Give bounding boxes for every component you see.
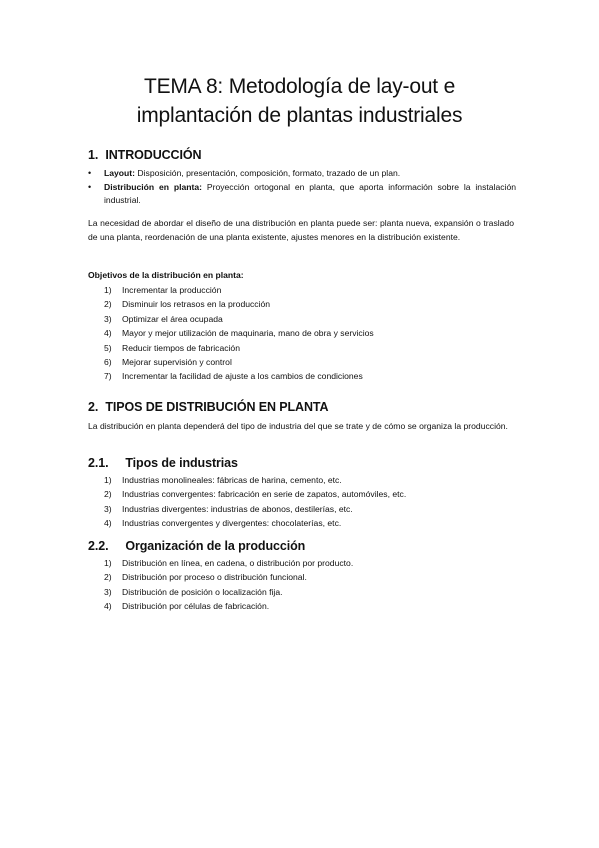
bullet-icon: • <box>88 168 92 178</box>
list-item: 4) Mayor y mejor utilización de maquinaria, mano de obra y servicios <box>104 328 374 339</box>
list-item: 3) Optimizar el área ocupada <box>104 313 223 324</box>
intro-paragraph: La necesidad de abordar el diseño de una distribución en planta puede ser: planta nueva, expansión o traslado de una planta, reordenación de una planta existente, ajustes menores en la distribución existente. <box>88 218 514 242</box>
section-2-heading <box>88 400 328 414</box>
title-line-1: TEMA 8: Metodología de lay-out e <box>143 75 456 98</box>
section-2-number: 2. <box>88 400 99 414</box>
section-1-number: 1. <box>88 148 99 162</box>
title-line-2: implantación de plantas industriales <box>136 104 463 127</box>
subsection-2-1-number: 2.1. <box>88 456 109 470</box>
subsection-2-1-title: Tipos de industrias <box>125 456 238 470</box>
subsection-2-2-heading <box>88 539 305 553</box>
section-2-title: TIPOS DE DISTRIBUCIÓN EN PLANTA <box>105 400 329 414</box>
bullet-icon: • <box>88 181 92 192</box>
list-item: 2) Distribución por proceso o distribución funcional. <box>104 572 307 583</box>
list-item: 4) Industrias convergentes y divergentes: chocolaterías, etc. <box>104 518 342 529</box>
list-item: 6) Mejorar supervisión y control <box>104 357 232 368</box>
list-item: 1) Distribución en línea, en cadena, o distribución por producto. <box>104 558 354 568</box>
list-item: 7) Incrementar la facilidad de ajuste a los cambios de condiciones <box>104 371 363 382</box>
subsection-2-2-number: 2.2. <box>88 539 109 553</box>
subsection-2-1-heading <box>88 456 238 470</box>
objectives-list <box>104 283 374 384</box>
definition-item <box>88 167 516 181</box>
section-1-heading <box>88 148 201 162</box>
list-item: 4) Distribución por células de fabricación. <box>104 601 270 612</box>
list-item: 1) Incrementar la producción <box>104 285 222 295</box>
objectives-title: Objetivos de la distribución en planta: <box>88 270 244 280</box>
production-organization-list <box>104 556 353 614</box>
definition-term: Layout: <box>104 168 136 178</box>
definitions-list <box>88 167 516 208</box>
list-item: 3) Distribución de posición o localización fija. <box>104 586 283 597</box>
list-item: 5) Reducir tiempos de fabricación <box>104 342 240 353</box>
list-item: 2) Industrias convergentes: fabricación en serie de zapatos, automóviles, etc. <box>104 489 407 500</box>
list-item: 3) Industrias divergentes: industrias de abonos, destilerías, etc. <box>104 503 353 514</box>
definition-term: Distribución en planta: <box>104 181 203 192</box>
section-1-title: INTRODUCCIÓN <box>105 148 202 162</box>
definition-text: Disposición, presentación, composición, formato, trazado de un plan. <box>135 168 401 178</box>
section-2-paragraph: La distribución en planta dependerá del tipo de industria del que se trate y de cómo se organiza la producción. <box>88 421 508 431</box>
document-title <box>60 72 539 130</box>
list-item: 1) Industrias monolineales: fábricas de harina, cemento, etc. <box>104 475 342 485</box>
industry-types-list <box>104 473 406 531</box>
definition-item <box>88 181 516 208</box>
list-item: 2) Disminuir los retrasos en la producción <box>104 299 271 310</box>
definition-text: Proyección ortogonal en planta, que aporta información sobre la instalación industrial. <box>104 181 516 206</box>
subsection-2-2-title: Organización de la producción <box>125 539 306 553</box>
